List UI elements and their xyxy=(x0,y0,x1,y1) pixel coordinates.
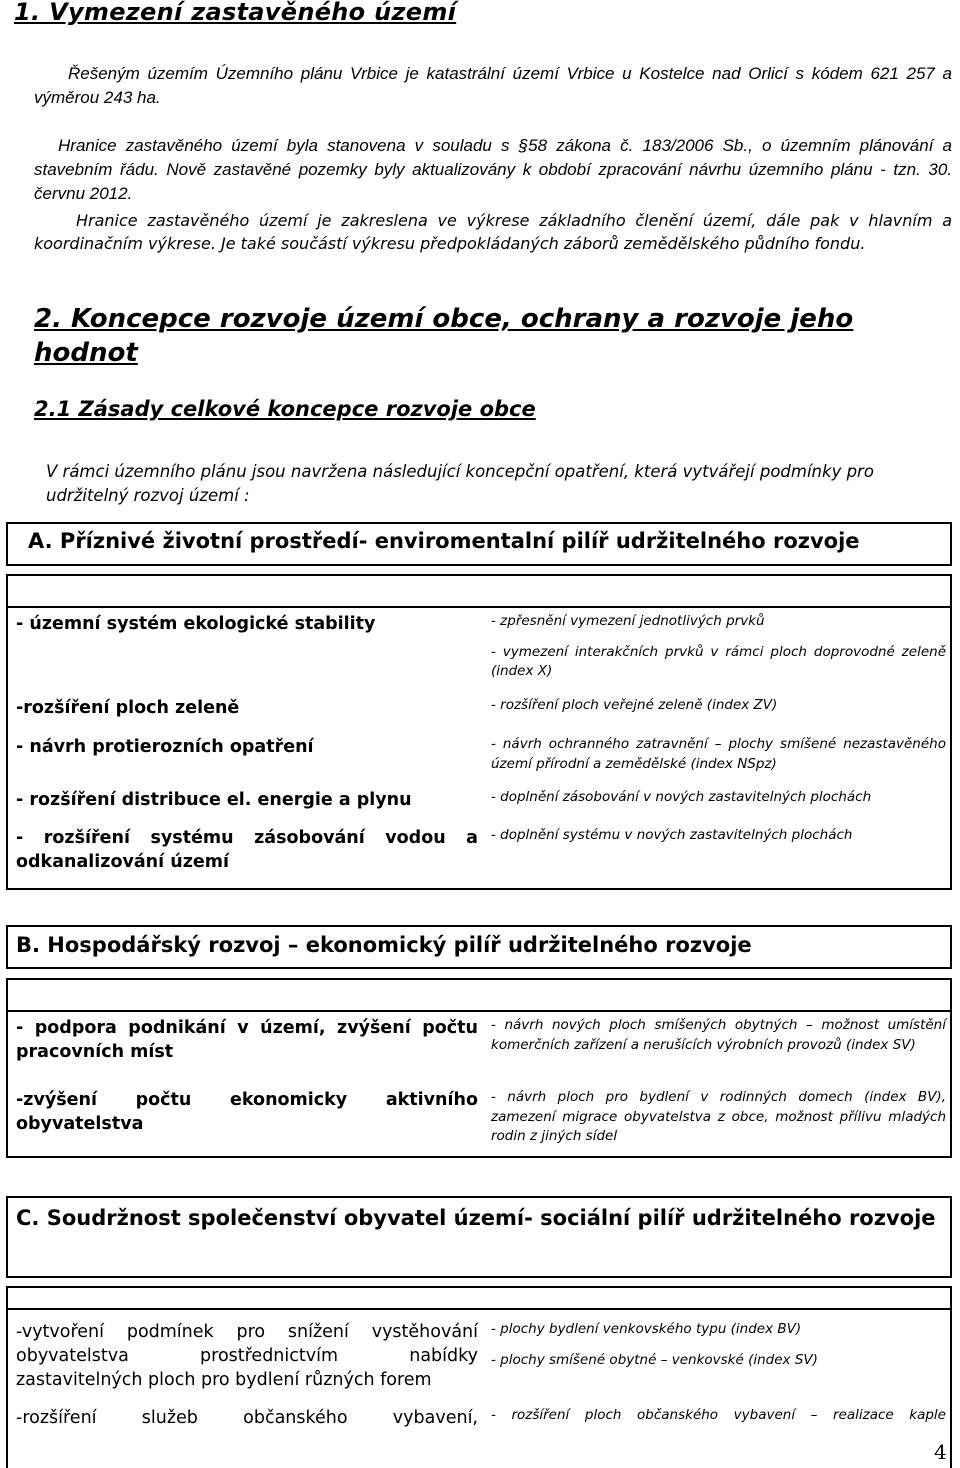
section-b-header xyxy=(6,925,952,969)
row-right-text xyxy=(491,1406,946,1426)
row-right-item: - vymezení interakčních prvků v rámci ploch doprovodné zeleně (index X) xyxy=(491,643,946,679)
section-b-table xyxy=(6,1010,952,1158)
row-left-text: - návrh protierozních opatření xyxy=(16,737,314,757)
section-a-table xyxy=(6,606,952,890)
page-number: 4 xyxy=(934,1440,947,1464)
row-right-item: - návrh ploch pro bydlení v rodinných domech (index BV), zamezení migrace obyvatelstva z obce, možnost přílivu mladých rodin z jiných sídel xyxy=(491,1089,946,1144)
row-right-item: - rozšíření ploch veřejné zeleně (index ZV) xyxy=(491,697,778,713)
intro-paragraph: V rámci územního plánu jsou navržena následující koncepční opatření, která vytvářejí podmínky pro udržitelný rozvoj území : xyxy=(46,462,874,505)
section-c-title: C. Soudržnost společenství obyvatel území- sociální pilíř udržitelného rozvoje xyxy=(16,1206,936,1230)
row-right-item: - zpřesnění vymezení jednotlivých prvků xyxy=(491,613,765,629)
row-left-text: - rozšíření systému zásobování vodou a odkanalizování území xyxy=(16,828,478,872)
row-left-text: - podpora podnikání v území, zvýšení počtu pracovních míst xyxy=(16,1018,478,1062)
heading-1: 1. Vymezení zastavěného území xyxy=(14,0,457,26)
row-right-text xyxy=(491,826,946,846)
row-left-text: - rozšíření distribuce el. energie a plynu xyxy=(16,790,412,810)
row-left-text: -zvýšení počtu ekonomicky aktivního obyvatelstva xyxy=(16,1090,478,1134)
row-right-item: - návrh ochranného zatravnění – plochy smíšené nezastavěného území přírodní a zemědělské (index NSpz) xyxy=(491,736,946,772)
row-right-item: - plochy smíšené obytné – venkovské (index SV) xyxy=(491,1351,818,1368)
row-right-item: - plochy bydlení venkovského typu (index BV) xyxy=(491,1321,802,1337)
section-b-title: B. Hospodářský rozvoj – ekonomický pilíř udržitelného rozvoje xyxy=(16,933,752,957)
row-right-text xyxy=(491,1016,946,1055)
row-right-text xyxy=(491,612,946,682)
row-right-item: - doplnění zásobování v nových zastavitelných plochách xyxy=(491,789,872,805)
section-a-header xyxy=(6,522,952,566)
section-c-spacer xyxy=(6,1286,952,1310)
section-b-spacer xyxy=(6,978,952,1012)
row-right-item: - doplnění systému v nových zastavitelných plochách xyxy=(491,827,853,843)
row-right-text xyxy=(491,696,946,716)
heading-2-1: 2.1 Zásady celkové koncepce rozvoje obce xyxy=(34,397,536,421)
row-left-text: -vytvoření podmínek pro snížení vystěhování obyvatelstva prostřednictvím nabídky zastavitelných ploch pro bydlení různých forem xyxy=(16,1322,478,1390)
paragraph-boundary: Hranice zastavěného území byla stanovena v souladu s §58 zákona č. 183/2006 Sb., o územním plánování a stavebním řádu. Nově zastavěné pozemky byly aktualizovány k období zpracování návrhu územního plánu - tzn. 30. červnu 2012. xyxy=(34,136,952,203)
row-right-text xyxy=(491,735,946,774)
paragraph-territory: Řešeným územím Územního plánu Vrbice je katastrální území Vrbice u Kostelce nad Orlicí s kódem 621 257 a výměrou 243 ha. xyxy=(34,64,952,107)
section-c-table xyxy=(6,1308,952,1468)
section-a-spacer xyxy=(6,574,952,608)
row-left-text: -rozšíření ploch zeleně xyxy=(16,698,240,718)
row-left-text: - územní systém ekologické stability xyxy=(16,614,376,634)
row-right-text xyxy=(491,788,946,808)
row-right-item: - rozšíření ploch občanského vybavení – realizace kaple xyxy=(491,1407,946,1423)
row-right-item: - návrh nových ploch smíšených obytných – možnost umístění komerčních zařízení a nerušících výrobních provozů (index SV) xyxy=(491,1017,946,1053)
row-right-text xyxy=(491,1320,946,1370)
row-left-text: -rozšíření služeb občanského vybavení, xyxy=(16,1408,478,1428)
section-c-header xyxy=(6,1196,952,1278)
row-right-text xyxy=(491,1088,946,1147)
heading-2: 2. Koncepce rozvoje území obce, ochrany a rozvoje jeho hodnot xyxy=(34,304,854,368)
paragraph-drawings: Hranice zastavěného území je zakreslena ve výkrese základního členění území, dále pak v hlavním a koordinačním výkrese. Je také součástí výkresu předpokládaných záborů zemědělského půdního fondu. xyxy=(34,211,952,253)
section-a-title: A. Příznivé životní prostředí- enviromentalní pilíř udržitelného rozvoje xyxy=(28,529,860,553)
